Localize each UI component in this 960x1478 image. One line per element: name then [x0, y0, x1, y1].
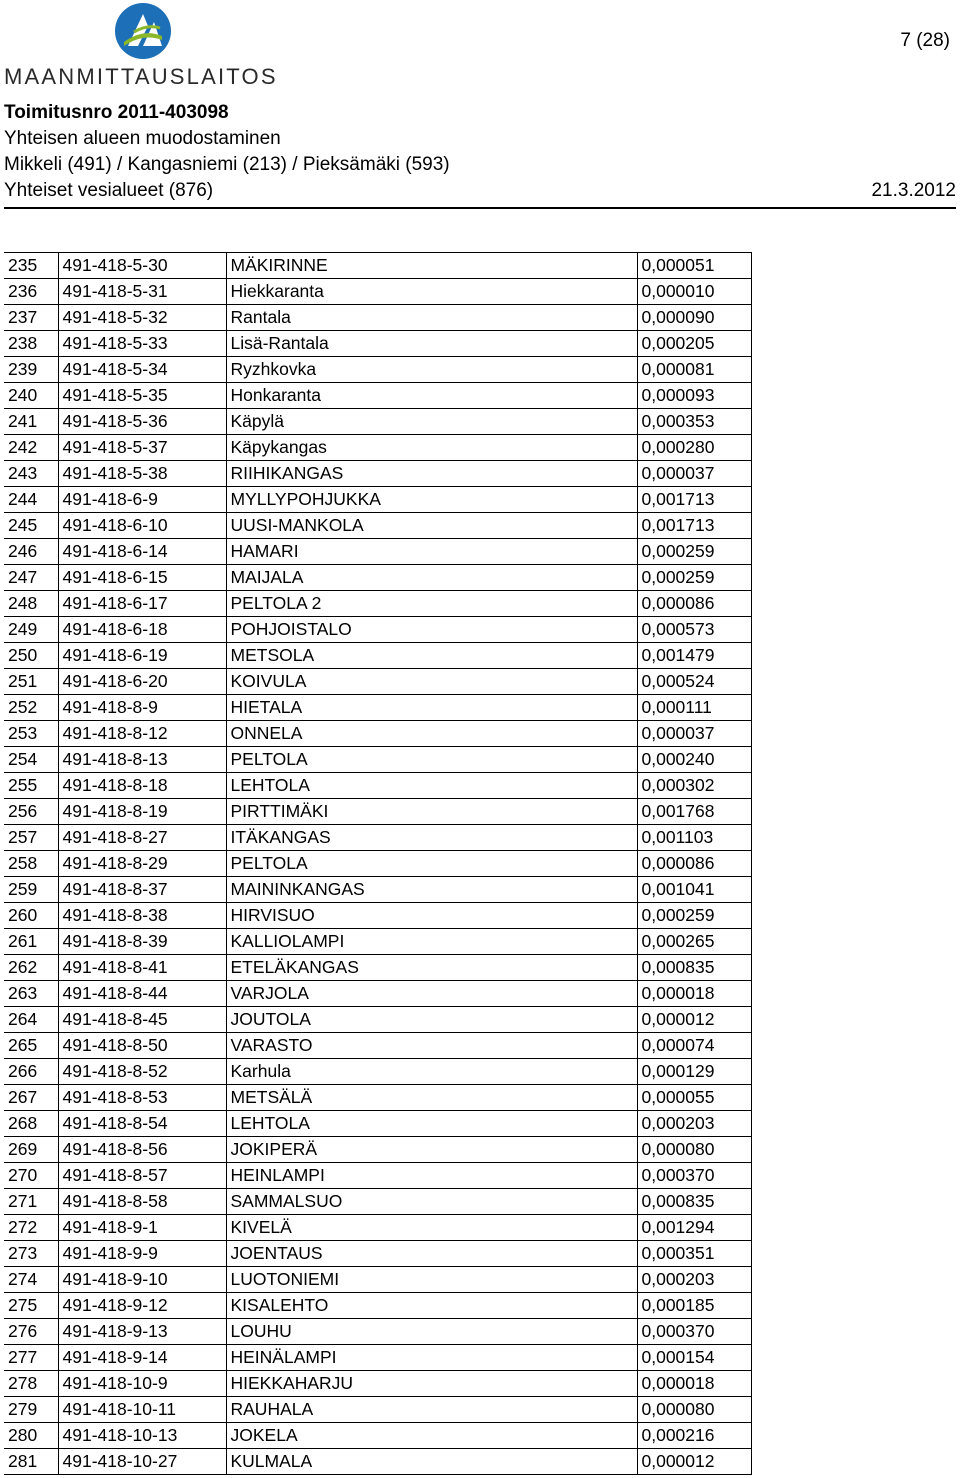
share-value: 0,000086 — [637, 591, 751, 617]
row-number: 271 — [4, 1189, 58, 1215]
row-number: 249 — [4, 617, 58, 643]
property-name: ONNELA — [226, 721, 637, 747]
row-number: 257 — [4, 825, 58, 851]
property-id: 491-418-8-18 — [58, 773, 226, 799]
property-id: 491-418-9-9 — [58, 1241, 226, 1267]
row-number: 281 — [4, 1449, 58, 1475]
row-number: 272 — [4, 1215, 58, 1241]
table-row — [4, 487, 751, 513]
table-row — [4, 539, 751, 565]
share-value: 0,000055 — [637, 1085, 751, 1111]
table-row — [4, 1059, 751, 1085]
property-name: HIRVISUO — [226, 903, 637, 929]
table-row — [4, 721, 751, 747]
share-value: 0,000259 — [637, 539, 751, 565]
table-row — [4, 1293, 751, 1319]
property-id: 491-418-5-35 — [58, 383, 226, 409]
property-name: Käpylä — [226, 409, 637, 435]
property-name: PELTOLA 2 — [226, 591, 637, 617]
table-row — [4, 903, 751, 929]
share-value: 0,001713 — [637, 487, 751, 513]
row-number: 268 — [4, 1111, 58, 1137]
row-number: 280 — [4, 1423, 58, 1449]
share-value: 0,000259 — [637, 903, 751, 929]
property-name: ETELÄKANGAS — [226, 955, 637, 981]
share-value: 0,001713 — [637, 513, 751, 539]
property-id: 491-418-8-12 — [58, 721, 226, 747]
row-number: 273 — [4, 1241, 58, 1267]
property-id: 491-418-8-45 — [58, 1007, 226, 1033]
row-number: 236 — [4, 279, 58, 305]
property-id: 491-418-9-12 — [58, 1293, 226, 1319]
share-value: 0,000093 — [637, 383, 751, 409]
property-name: MÄKIRINNE — [226, 253, 637, 279]
property-name: MAIJALA — [226, 565, 637, 591]
property-name: JOKELA — [226, 1423, 637, 1449]
table-row — [4, 357, 751, 383]
row-number: 248 — [4, 591, 58, 617]
share-value: 0,001041 — [637, 877, 751, 903]
row-number: 244 — [4, 487, 58, 513]
share-value: 0,000080 — [637, 1397, 751, 1423]
property-id: 491-418-8-54 — [58, 1111, 226, 1137]
row-number: 278 — [4, 1371, 58, 1397]
document-header — [4, 100, 956, 204]
share-value: 0,000265 — [637, 929, 751, 955]
property-name: Käpykangas — [226, 435, 637, 461]
row-number: 277 — [4, 1345, 58, 1371]
share-value: 0,000280 — [637, 435, 751, 461]
logo — [0, 0, 300, 100]
property-name: KIVELÄ — [226, 1215, 637, 1241]
row-number: 235 — [4, 253, 58, 279]
property-id: 491-418-5-31 — [58, 279, 226, 305]
row-number: 252 — [4, 695, 58, 721]
share-value: 0,000185 — [637, 1293, 751, 1319]
table-row — [4, 1189, 751, 1215]
share-value: 0,000154 — [637, 1345, 751, 1371]
row-number: 241 — [4, 409, 58, 435]
table-row — [4, 461, 751, 487]
property-id: 491-418-10-27 — [58, 1449, 226, 1475]
property-name: LEHTOLA — [226, 1111, 637, 1137]
table-row — [4, 799, 751, 825]
share-value: 0,000351 — [637, 1241, 751, 1267]
row-number: 258 — [4, 851, 58, 877]
table-row — [4, 279, 751, 305]
document-date: 21.3.2012 — [871, 180, 956, 201]
row-number: 269 — [4, 1137, 58, 1163]
table-row — [4, 1137, 751, 1163]
table-row — [4, 929, 751, 955]
share-value: 0,000353 — [637, 409, 751, 435]
table-row — [4, 955, 751, 981]
row-number: 259 — [4, 877, 58, 903]
table-row — [4, 617, 751, 643]
table-row — [4, 747, 751, 773]
property-id: 491-418-8-19 — [58, 799, 226, 825]
share-value: 0,000081 — [637, 357, 751, 383]
share-value: 0,000018 — [637, 981, 751, 1007]
table-row — [4, 695, 751, 721]
row-number: 261 — [4, 929, 58, 955]
share-value: 0,000835 — [637, 955, 751, 981]
row-number: 240 — [4, 383, 58, 409]
share-value: 0,000203 — [637, 1267, 751, 1293]
table-row — [4, 513, 751, 539]
property-name: PELTOLA — [226, 747, 637, 773]
share-value: 0,000370 — [637, 1319, 751, 1345]
property-id: 491-418-8-53 — [58, 1085, 226, 1111]
property-id: 491-418-10-9 — [58, 1371, 226, 1397]
property-id: 491-418-9-10 — [58, 1267, 226, 1293]
row-number: 246 — [4, 539, 58, 565]
property-name: Ryzhkovka — [226, 357, 637, 383]
row-number: 266 — [4, 1059, 58, 1085]
property-name: Honkaranta — [226, 383, 637, 409]
table-row — [4, 981, 751, 1007]
property-id: 491-418-8-56 — [58, 1137, 226, 1163]
property-id: 491-418-9-14 — [58, 1345, 226, 1371]
property-id: 491-418-8-50 — [58, 1033, 226, 1059]
property-id: 491-418-6-18 — [58, 617, 226, 643]
property-name: Lisä-Rantala — [226, 331, 637, 357]
property-id: 491-418-6-9 — [58, 487, 226, 513]
table-row — [4, 1397, 751, 1423]
logo-mml-icon — [114, 2, 172, 60]
table-row — [4, 1215, 751, 1241]
property-name: LUOTONIEMI — [226, 1267, 637, 1293]
row-number: 264 — [4, 1007, 58, 1033]
document-title: Yhteisen alueen muodostaminen — [4, 128, 281, 149]
property-id: 491-418-9-13 — [58, 1319, 226, 1345]
area-name: Yhteiset vesialueet (876) — [4, 180, 214, 201]
property-id: 491-418-8-39 — [58, 929, 226, 955]
row-number: 279 — [4, 1397, 58, 1423]
property-id: 491-418-8-29 — [58, 851, 226, 877]
table-row — [4, 669, 751, 695]
table-row — [4, 1163, 751, 1189]
row-number: 255 — [4, 773, 58, 799]
row-number: 250 — [4, 643, 58, 669]
table-row — [4, 1007, 751, 1033]
table-row — [4, 331, 751, 357]
share-value: 0,000086 — [637, 851, 751, 877]
property-name: METSÄLÄ — [226, 1085, 637, 1111]
share-value: 0,000074 — [637, 1033, 751, 1059]
property-name: HAMARI — [226, 539, 637, 565]
property-name: MAININKANGAS — [226, 877, 637, 903]
property-id: 491-418-6-17 — [58, 591, 226, 617]
property-id: 491-418-8-52 — [58, 1059, 226, 1085]
property-id: 491-418-8-41 — [58, 955, 226, 981]
share-value: 0,000370 — [637, 1163, 751, 1189]
row-number: 265 — [4, 1033, 58, 1059]
page-number: 7 (28) — [900, 30, 950, 51]
property-id: 491-418-6-20 — [58, 669, 226, 695]
share-value: 0,000240 — [637, 747, 751, 773]
table-row — [4, 1371, 751, 1397]
table-row — [4, 1345, 751, 1371]
row-number: 254 — [4, 747, 58, 773]
table-row — [4, 1449, 751, 1475]
property-name: HIEKKAHARJU — [226, 1371, 637, 1397]
table-row — [4, 851, 751, 877]
property-id: 491-418-5-37 — [58, 435, 226, 461]
property-name: HEINLAMPI — [226, 1163, 637, 1189]
property-id: 491-418-8-58 — [58, 1189, 226, 1215]
property-name: METSOLA — [226, 643, 637, 669]
property-id: 491-418-8-38 — [58, 903, 226, 929]
property-name: PELTOLA — [226, 851, 637, 877]
table-row — [4, 1033, 751, 1059]
share-value: 0,000205 — [637, 331, 751, 357]
property-id: 491-418-5-38 — [58, 461, 226, 487]
table-row — [4, 383, 751, 409]
property-id: 491-418-8-9 — [58, 695, 226, 721]
row-number: 245 — [4, 513, 58, 539]
table-row — [4, 1241, 751, 1267]
share-value: 0,000080 — [637, 1137, 751, 1163]
row-number: 262 — [4, 955, 58, 981]
row-number: 263 — [4, 981, 58, 1007]
table-row — [4, 773, 751, 799]
property-id: 491-418-5-30 — [58, 253, 226, 279]
row-number: 275 — [4, 1293, 58, 1319]
property-id: 491-418-8-13 — [58, 747, 226, 773]
table-row — [4, 643, 751, 669]
share-value: 0,000018 — [637, 1371, 751, 1397]
share-value: 0,000573 — [637, 617, 751, 643]
property-name: JOKIPERÄ — [226, 1137, 637, 1163]
share-value: 0,001103 — [637, 825, 751, 851]
property-name: RIIHIKANGAS — [226, 461, 637, 487]
property-name: KALLIOLAMPI — [226, 929, 637, 955]
property-id: 491-418-5-33 — [58, 331, 226, 357]
header-divider — [4, 207, 956, 209]
property-name: SAMMALSUO — [226, 1189, 637, 1215]
case-number: Toimitusnro 2011-403098 — [4, 102, 229, 123]
share-table — [4, 252, 752, 1475]
share-value: 0,001768 — [637, 799, 751, 825]
share-value: 0,000010 — [637, 279, 751, 305]
row-number: 274 — [4, 1267, 58, 1293]
property-id: 491-418-8-44 — [58, 981, 226, 1007]
share-value: 0,000111 — [637, 695, 751, 721]
table-row — [4, 1319, 751, 1345]
property-id: 491-418-6-15 — [58, 565, 226, 591]
row-number: 239 — [4, 357, 58, 383]
table-row — [4, 1423, 751, 1449]
property-id: 491-418-10-11 — [58, 1397, 226, 1423]
property-name: Rantala — [226, 305, 637, 331]
share-table-body — [4, 253, 751, 1475]
share-value: 0,001294 — [637, 1215, 751, 1241]
table-row — [4, 1267, 751, 1293]
property-id: 491-418-5-36 — [58, 409, 226, 435]
area-line — [4, 178, 956, 204]
row-number: 251 — [4, 669, 58, 695]
property-name: JOENTAUS — [226, 1241, 637, 1267]
property-name: PIRTTIMÄKI — [226, 799, 637, 825]
property-name: KULMALA — [226, 1449, 637, 1475]
table-row — [4, 253, 751, 279]
share-value: 0,000203 — [637, 1111, 751, 1137]
share-value: 0,000835 — [637, 1189, 751, 1215]
logo-text: MAANMITTAUSLAITOS — [4, 64, 278, 89]
property-name: RAUHALA — [226, 1397, 637, 1423]
property-name: UUSI-MANKOLA — [226, 513, 637, 539]
property-name: HEINÄLAMPI — [226, 1345, 637, 1371]
property-id: 491-418-10-13 — [58, 1423, 226, 1449]
property-name: KOIVULA — [226, 669, 637, 695]
property-name: HIETALA — [226, 695, 637, 721]
property-id: 491-418-6-19 — [58, 643, 226, 669]
table-row — [4, 305, 751, 331]
share-value: 0,000216 — [637, 1423, 751, 1449]
row-number: 242 — [4, 435, 58, 461]
property-name: VARJOLA — [226, 981, 637, 1007]
property-name: LEHTOLA — [226, 773, 637, 799]
share-value: 0,001479 — [637, 643, 751, 669]
row-number: 243 — [4, 461, 58, 487]
row-number: 267 — [4, 1085, 58, 1111]
share-value: 0,000012 — [637, 1007, 751, 1033]
row-number: 253 — [4, 721, 58, 747]
table-row — [4, 435, 751, 461]
property-name: JOUTOLA — [226, 1007, 637, 1033]
share-value: 0,000012 — [637, 1449, 751, 1475]
property-name: ITÄKANGAS — [226, 825, 637, 851]
row-number: 256 — [4, 799, 58, 825]
row-number: 238 — [4, 331, 58, 357]
property-name: KISALEHTO — [226, 1293, 637, 1319]
property-name: Karhula — [226, 1059, 637, 1085]
share-value: 0,000524 — [637, 669, 751, 695]
table-row — [4, 565, 751, 591]
property-id: 491-418-8-37 — [58, 877, 226, 903]
row-number: 247 — [4, 565, 58, 591]
table-row — [4, 877, 751, 903]
row-number: 260 — [4, 903, 58, 929]
share-value: 0,000302 — [637, 773, 751, 799]
share-value: 0,000037 — [637, 461, 751, 487]
share-value: 0,000090 — [637, 305, 751, 331]
table-row — [4, 1085, 751, 1111]
table-row — [4, 825, 751, 851]
property-id: 491-418-6-10 — [58, 513, 226, 539]
property-id: 491-418-8-27 — [58, 825, 226, 851]
property-id: 491-418-8-57 — [58, 1163, 226, 1189]
property-id: 491-418-5-34 — [58, 357, 226, 383]
share-value: 0,000129 — [637, 1059, 751, 1085]
table-row — [4, 591, 751, 617]
property-name: LOUHU — [226, 1319, 637, 1345]
share-value: 0,000051 — [637, 253, 751, 279]
property-id: 491-418-6-14 — [58, 539, 226, 565]
property-name: VARASTO — [226, 1033, 637, 1059]
property-name: POHJOISTALO — [226, 617, 637, 643]
property-id: 491-418-5-32 — [58, 305, 226, 331]
row-number: 270 — [4, 1163, 58, 1189]
row-number: 237 — [4, 305, 58, 331]
table-row — [4, 1111, 751, 1137]
municipalities: Mikkeli (491) / Kangasniemi (213) / Pieksämäki (593) — [4, 154, 450, 175]
share-value: 0,000259 — [637, 565, 751, 591]
row-number: 276 — [4, 1319, 58, 1345]
property-name: Hiekkaranta — [226, 279, 637, 305]
share-value: 0,000037 — [637, 721, 751, 747]
property-id: 491-418-9-1 — [58, 1215, 226, 1241]
property-name: MYLLYPOHJUKKA — [226, 487, 637, 513]
table-row — [4, 409, 751, 435]
